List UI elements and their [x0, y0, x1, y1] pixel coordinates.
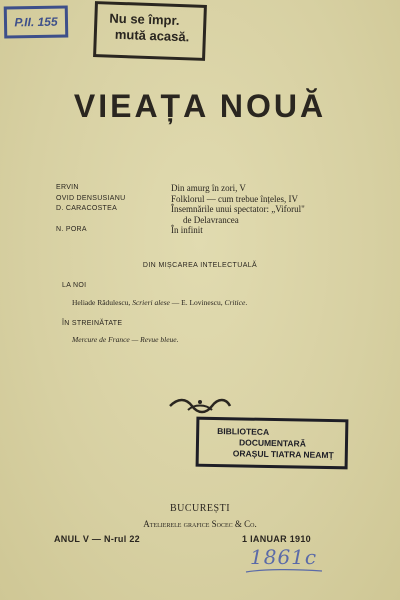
la-noi-line — [72, 298, 247, 307]
ornament-flourish-icon — [168, 396, 232, 416]
stamp-line: Nu se împr. — [109, 10, 180, 29]
issue-number: ANUL V — N-rul 22 — [54, 534, 140, 544]
toc-entry — [0, 194, 400, 205]
subsection-label-la-noi: LA NOI — [62, 282, 87, 289]
toc-entry — [0, 183, 400, 194]
handwritten-inventory-number: 1861c — [250, 545, 318, 569]
stamp-line: ORAȘUL TIATRA NEAMȚ — [232, 448, 334, 461]
toc-author: OVID DENSUSIANU — [56, 194, 126, 202]
toc-author: ERVIN — [56, 184, 79, 191]
loan-restriction-stamp — [93, 1, 207, 61]
toc-entry — [0, 225, 400, 236]
text-plain: — E. Lovinescu, — [169, 298, 225, 307]
toc-entry — [0, 204, 400, 215]
call-number-stamp: P.II. 155 — [4, 5, 69, 38]
toc-work: Însemnările unui spectator: „Viforul" — [171, 204, 305, 214]
publication-city: BUCUREȘTI — [169, 503, 231, 514]
toc-work: Folklorul — cum trebue înțeles, IV — [171, 193, 298, 204]
journal-title: VIEAȚA NOUĂ — [73, 88, 327, 124]
text-plain: . — [245, 298, 248, 307]
table-of-contents — [0, 183, 400, 236]
issue-date: 1 IANUAR 1910 — [242, 534, 311, 544]
handwritten-underline — [244, 568, 324, 574]
toc-author: D. CARACOSTEA — [56, 205, 118, 212]
strainatate-line — [72, 335, 178, 344]
subsection-label-strainatate: ÎN STREINĂTATE — [62, 320, 123, 327]
toc-work-continued: de Delavrancea — [183, 214, 239, 225]
stamp-line: BIBLIOTECA — [217, 426, 270, 437]
section-heading: DIN MIȘCAREA INTELECTUALĂ — [142, 262, 258, 269]
stamp-line: mută acasă. — [114, 26, 190, 45]
toc-author: N. PORA — [56, 226, 87, 233]
text-italic: Mercure de France — Revue bleue. — [72, 335, 179, 344]
printer-name: Atelierele grafice Socec & Co. — [143, 519, 257, 529]
toc-work: Din amurg în zori, V — [171, 183, 246, 193]
toc-entry — [0, 215, 400, 226]
text-italic: Scrieri alese — [132, 298, 170, 307]
text-plain: Heliade Rădulescu, — [72, 298, 133, 307]
library-stamp — [196, 417, 349, 470]
stamp-line: DOCUMENTARĂ — [238, 437, 306, 449]
toc-work: În infinit — [171, 225, 203, 235]
text-italic: Critice — [224, 298, 246, 307]
